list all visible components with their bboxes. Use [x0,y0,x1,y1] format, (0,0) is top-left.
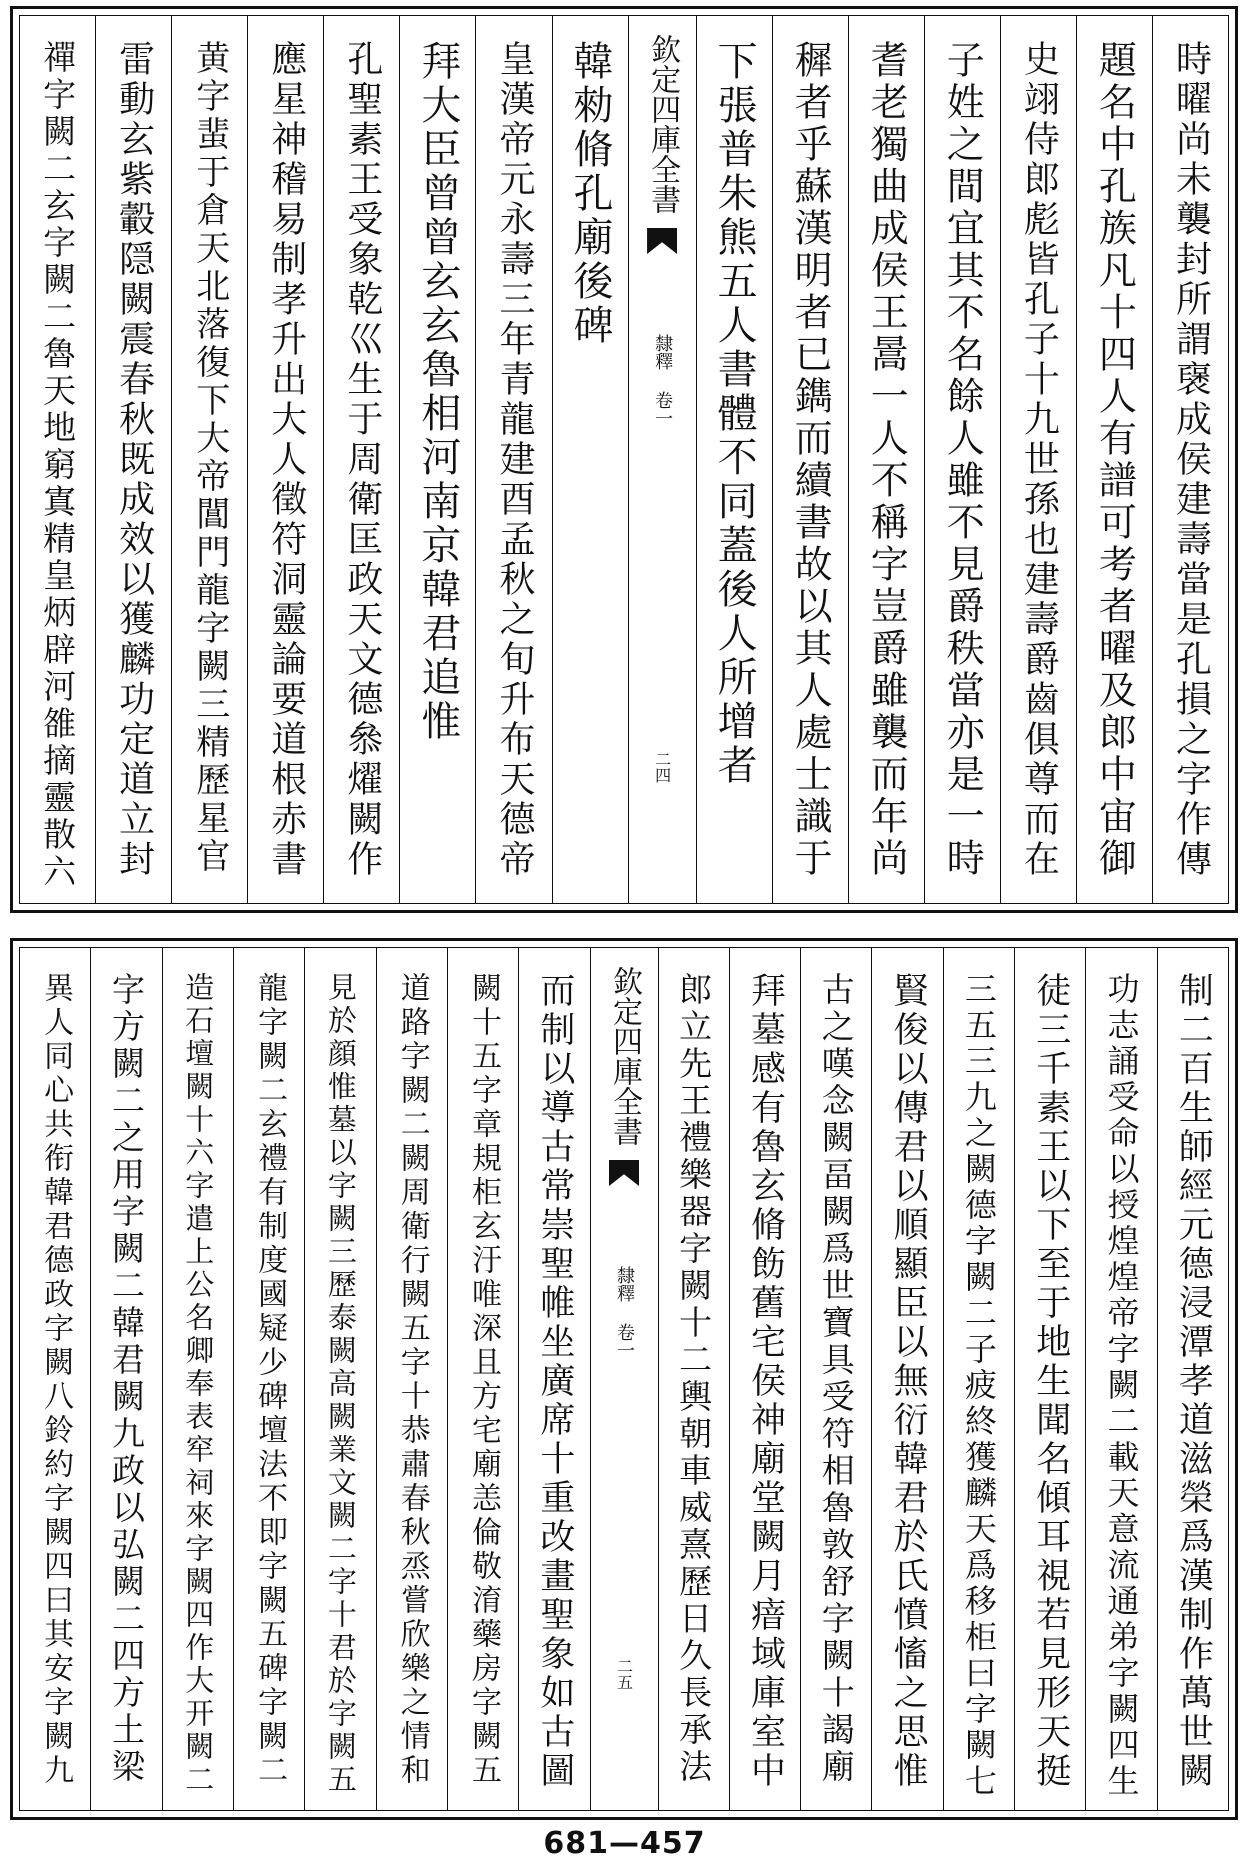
folio-number: 二四 [652,751,672,783]
column-text: 韓勑脩孔廟後碑 [567,40,614,348]
center-fold-column [628,16,696,903]
text-column [323,16,399,903]
column-text: 雷動玄紫轂隠闕震春秋既成效以獲麟功定道立封 [113,40,155,880]
text-column [871,948,942,1810]
text-column [162,948,233,1810]
center-title: 欽定四庫全書 [645,34,681,214]
page-bottom-frame [19,947,1229,1811]
column-text: 字方闕二之用字闕二韓君闕九政以弘闕二四方土梁 [106,972,146,1786]
column-text: 功志誦受命以授煌煌帝字闕二載天意流通弟字闕四生 [1102,972,1141,1800]
column-text: 黄字蜚于倉天北落復下大帝閶門龍字闕三精歷星官 [189,40,230,876]
page-bottom-columns [20,948,1228,1810]
text-column [475,16,551,903]
column-text: 耆老獨曲成侯王暠一人不稱字豈爵雖襲而年尚 [864,40,909,880]
text-column [848,16,924,903]
text-column [1152,16,1228,903]
text-column [95,16,171,903]
center-subtitle: 隸釋 卷一 [652,334,674,427]
page-top-frame [19,15,1229,904]
column-text: 拜墓感有魯玄脩飭舊宅侯神廟堂闕月瘖域庫室中 [745,972,786,1791]
text-column [304,948,375,1810]
text-column [1076,16,1152,903]
center-subtitle: 隸釋 卷一 [614,1266,635,1359]
text-column [171,16,247,903]
page-top [10,6,1238,913]
text-column [447,948,518,1810]
text-column [943,948,1014,1810]
column-text: 穉者乎蘇漢明者已鐫而續書故以其人處士識于 [788,40,833,880]
page-top-columns [20,16,1228,903]
column-text: 郎立先王禮樂器字闕十二輿朝車威熹歷日久長承法 [674,972,714,1786]
column-text: 時曜尚未襲封所謂襃成侯建壽當是孔損之字作傳 [1170,40,1212,880]
fishtail-mark-icon [609,1160,639,1186]
column-text: 三五三九之闕德字闕二子疲終獲麟天爲移柜曰字闕七 [959,972,998,1800]
text-column [772,16,848,903]
center-fold-column [590,948,658,1810]
column-text: 而制以導古常崇聖帷坐廣席十重改畫聖象如古圖 [534,972,575,1791]
folio-number: 二五 [614,1658,634,1690]
column-text: 古之嘆念闕畐闕爲世寶具受符相魯敦舒字闕十謁廟 [816,972,856,1786]
text-column [233,948,304,1810]
column-text: 見於顔惟墓以字闕三歷泰闕高闕業文闕二字十君於字闕五 [323,972,358,1797]
text-column [518,948,589,1810]
text-column [399,16,475,903]
column-text: 制二百生師經元德浸潭孝道滋榮爲漢制作萬世闕 [1173,972,1214,1791]
text-column [924,16,1000,903]
column-text: 子姓之間宜其不名餘人雖不見爵秩當亦是一時 [940,40,985,880]
text-column [552,16,628,903]
text-column [729,948,800,1810]
column-text: 史翊侍郎彪皆孔子十九世孫也建壽爵齒俱尊而在 [1018,40,1060,880]
column-text: 造石壇闕十六字遣上公名卿奉表窂祠來字闕四作大开闕二 [181,972,216,1797]
text-column [696,16,772,903]
text-column [90,948,161,1810]
column-text: 龍字闕二玄禮有制度國疑少碑壇法不即字闕五碑字闕二 [252,972,288,1788]
column-text: 下張普朱熊五人書體不同蓋後人所增者 [711,40,758,788]
column-text: 孔聖素王受象乾巛生于周衛匡政天文德叅燿闕作 [341,40,383,880]
column-text: 徒三千素王以下至于地生聞名傾耳視若見形天挺 [1030,972,1071,1791]
page-number-footer: 681—457 [543,1826,706,1861]
text-column [1000,16,1076,903]
text-column [800,948,871,1810]
column-text: 異人同心共衔韓君德政字闕八鈴約字闕四曰其安字闕九 [38,972,74,1788]
text-column [1014,948,1085,1810]
column-text: 題名中孔族凡十四人有譜可考者曜及郎中宙御 [1092,40,1137,880]
text-column [247,16,323,903]
column-text: 拜大臣曾曾玄玄魯相河南京韓君追惟 [414,40,461,744]
text-column [658,948,729,1810]
column-text: 禪字闕二玄字闕二魯天地窮寘精皇炳辟河雒摘靈散六 [38,40,78,891]
text-column [376,948,447,1810]
text-column [20,948,90,1810]
text-column [20,16,95,903]
column-text: 賢俊以傳君以順顯臣以無衍韓君於氏憤慉之思惟 [888,972,929,1791]
column-text: 應星神稽易制孝升出大人徵符洞靈論要道根赤書 [265,40,307,880]
fishtail-mark-icon [647,228,677,254]
column-text: 闕十五字章規柜玄汙唯深且方宅廟恙倫敬淯藥房字闕五 [466,972,502,1788]
text-column [1085,948,1156,1810]
text-column [1157,948,1228,1810]
center-title: 欽定四庫全書 [607,966,642,1146]
column-text: 道路字闕二闕周衛行闕五字十恭肅春秋烝嘗欣樂之情和 [394,972,430,1788]
page-bottom [10,938,1238,1820]
column-text: 皇漢帝元永壽三年青龍建酉孟秋之旬升布天德帝 [493,40,535,880]
